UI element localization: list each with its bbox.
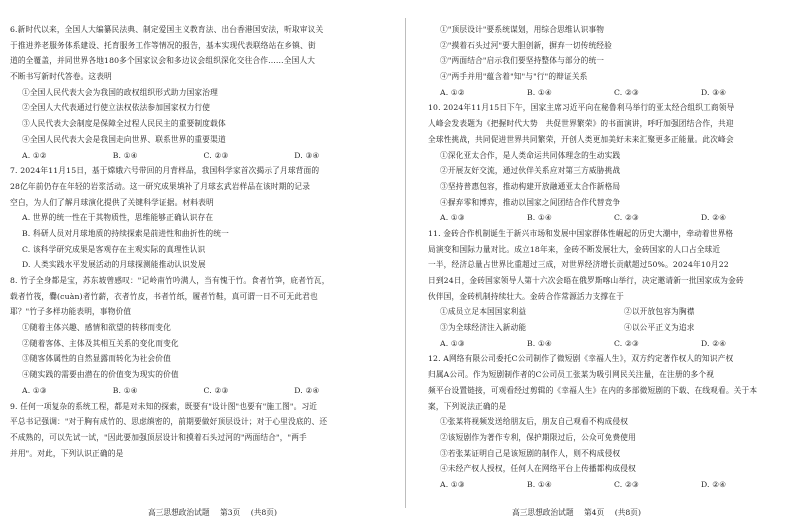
option-item: ③随客体属性的自然显露而转化为社会价值 (22, 354, 171, 364)
question-stem-line: 9. 任何一项复杂的系统工程，都是对未知的探索，既要有"设计图"也要有"施工图"。习近 (10, 401, 318, 411)
option-item: ③坚持普惠包容，推动构建开放融通亚太合作新格局 (440, 181, 621, 191)
answer-choice: B. ①④ (527, 338, 553, 348)
left-column (10, 22, 385, 502)
answer-choice: A. ①③ (440, 338, 465, 348)
answer-choice: D. ③④ (701, 87, 727, 97)
question-stem-line: 频平台设置链接，可观看经过剪辑的《幸福人生》在内的多部微短剧的下载、在线观看。关于本 (428, 385, 758, 395)
question-9-continued (428, 22, 788, 100)
answer-choice: C. ②③ (614, 479, 640, 489)
answer-choice: B. ①④ (527, 87, 553, 97)
option-pair (428, 304, 788, 320)
option-item: ④全国人民代表大会是我国走向世界、联系世界的重要渠道 (22, 134, 226, 144)
option-item: ③若张某证明自己是该短剧的制作人，则不构成侵权 (440, 448, 621, 458)
question-stem-line: 日到24日，金砖国家领导人第十六次会晤在俄罗斯喀山举行，决定邀请新一批国家成为金砖 (428, 276, 744, 285)
question-stem-line: 案，下列说法正确的是 (428, 401, 507, 411)
question-10 (428, 100, 788, 226)
question-stem-line: 10. 2024年11月15日下午，国家主席习近平向在秘鲁利马举行的亚太经合组织工商领导 (428, 103, 735, 113)
option-item: ④摒弃零和博弈，推动以国家之间团结合作代替竞争 (440, 197, 621, 207)
question-stem-line: 空白，为人们了解月球演化提供了关键科学证据。材料表明 (10, 197, 214, 207)
option-item: ④"两手并用"蕴含着"知"与"行"的辩证关系 (440, 72, 588, 82)
footer-page-number: 第3页 (219, 508, 241, 517)
question-12 (428, 351, 788, 492)
option-item: ④随实践的需要由潜在的价值变为现实的价值 (22, 370, 179, 380)
question-stem-line: 不断书写新时代答卷。这表明 (10, 72, 112, 82)
option-item: ①成员立足本国国家利益 (440, 307, 527, 317)
footer-page-number: 第4页 (583, 508, 605, 517)
option-item: ②"摸着石头过河"要大胆创新，摒弃一切传统经验 (440, 40, 612, 50)
option-item: ③人民代表大会制度是保障全过程人民民主的重要制度载体 (22, 119, 226, 129)
option-item: ③"两面结合"启示我们要坚持整体与部分的统一 (440, 56, 605, 66)
question-stem-line: 局演变和国际力量对比。成立18年来，金砖不断发展壮大，金砖国家的人口占全球近 (428, 244, 721, 254)
answer-choices (428, 336, 788, 352)
answer-choice: D. ②④ (701, 338, 727, 348)
question-stem-line: 载者竹筏，爨(cuàn)者竹薪，衣者竹皮，书者竹纸，履者竹鞋，真可谓一日不可无此君也 (10, 291, 318, 301)
answer-choice: C. ②③ (614, 338, 640, 348)
option-item: ②以开放包容为胸襟 (624, 307, 695, 317)
question-stem-line: 11. 金砖合作机制诞生于新兴市场和发展中国家群体性崛起的历史大潮中，牵动着世界格 (428, 228, 734, 238)
answer-choices (428, 210, 788, 226)
answer-choice: B. ①④ (112, 385, 138, 395)
answer-choice: B. ①④ (527, 213, 553, 223)
answer-choice: C. ②③ (614, 213, 640, 223)
option-item: ①张某将视频发送给朋友后，朋友自己观看不构成侵权 (440, 417, 629, 427)
answer-choice: C. ②③ (203, 385, 229, 395)
option-item: B. 科研人员对月球地质的持续探索是前进性和曲折性的统一 (22, 228, 229, 238)
footer-subject: 高三思想政治试题 (148, 508, 210, 517)
answer-choice: B. ①④ (112, 150, 138, 160)
column-divider (405, 18, 406, 508)
answer-choice: C. ②③ (614, 87, 640, 97)
question-stem-line: 平总书记强调："对于胸有成竹的、思虑缜密的，前期要做好顶层设计；对于心里没底的、还 (10, 417, 328, 427)
question-stem-line: 全球性挑战，共同促进世界共同繁荣，开创人类更加美好未来汇聚更多正能量。此次峰会 (428, 134, 734, 144)
option-item: ①深化亚太合作，是人类命运共同体理念的生动实践 (440, 150, 621, 160)
question-stem-line: 28亿年前仍存在年轻的岩浆活动。这一研究成果填补了月球玄武岩样品在该时期的记录 (10, 181, 311, 191)
question-stem-line: 8. 竹子全身都是宝，苏东坡曾感叹："记岭南竹吟满人，当有愧于竹。食者竹笋，庇者竹瓦， (10, 276, 330, 285)
question-stem-line: 伙伴国，金砖机制持续壮大。金砖合作常源活力支撑在于 (428, 291, 624, 301)
question-7 (10, 163, 385, 273)
option-item: ①随着主体兴趣、感情和欲望的转移而变化 (22, 323, 171, 333)
option-item: C. 该科学研究成果是客观存在主观实际的真理性认识 (22, 244, 206, 254)
question-stem-line: 人峰会发表题为《把握时代大势 共促世界繁荣》的书面演讲，呼吁加强团结合作，共迎 (428, 119, 734, 129)
answer-choice: A. ①③ (440, 479, 465, 489)
question-stem-line: 不成熟的，可以先试一试，"因此要加强顶层设计和摸着石头过河的"两面结合"，"两手 (10, 432, 307, 442)
question-stem-line: 于推进养老服务体系建设、托育服务工作等情况的报告，基本实现代表联络站在乡镇、街 (10, 40, 316, 50)
footer-page-total: (共8页) (614, 508, 641, 517)
answer-choice: D. ③④ (294, 150, 320, 160)
option-pair (428, 320, 788, 336)
question-stem-line: 归属A公司。作为短剧制作者的C公司员工张某为吸引网民关注量，在注册的多个视 (428, 370, 715, 380)
answer-choices (428, 85, 788, 101)
question-stem-line: 并用"。对此，下列认识正确的是 (10, 448, 124, 458)
question-stem-line: 道的全覆盖，并同世界各地180多个国家议会和多边议会组织深化交往合作……全国人大 (10, 56, 316, 66)
answer-choice: D. ②④ (294, 385, 320, 395)
question-6 (10, 22, 385, 163)
question-11 (428, 226, 788, 352)
question-9 (10, 399, 385, 462)
option-item: ①"顶层设计"要系统谋划，用综合思维认识事物 (440, 25, 605, 34)
question-stem-line: 12. A网络有限公司委托C公司制作了微短剧《幸福人生》，双方约定著作权人的知识产权 (428, 354, 734, 364)
option-item: ②全国人大代表通过行使立法权依法参加国家权力行使 (22, 103, 211, 113)
question-8 (10, 273, 385, 399)
option-item: A. 世界的统一性在于其物质性，思维能够正确认识存在 (22, 213, 214, 223)
answer-choice: D. ②④ (701, 213, 727, 223)
answer-choice: A. ①② (22, 150, 47, 160)
option-item: ②随着客体、主体及其相互关系的变化而变化 (22, 338, 179, 348)
answer-choice: C. ②③ (203, 150, 229, 160)
option-item: D. 人类实践水平发展活动的月球探测能推动认识发展 (22, 260, 206, 270)
question-stem-line: 耶？"竹子多样功能表明，事物价值 (10, 307, 132, 317)
question-stem-line: 6.新时代以来，全国人大编纂民法典、制定爱国主义教育法、出台香港国安法，听取审议关 (10, 25, 324, 34)
question-stem-line: 7. 2024年11月15日，基于嫦娥六号带回的月背样品，我国科学家首次揭示了月球背面的 (10, 166, 320, 176)
option-item: ②开展友好交流，通过伙伴关系应对第三方威胁挑战 (440, 166, 621, 176)
footer-subject: 高三思想政治试题 (512, 508, 574, 517)
answer-choice: A. ①② (440, 87, 465, 97)
question-stem-line: 一半，经济总量占世界比重超过三成，对世界经济增长贡献超过50%。2024年10月22 (428, 260, 729, 270)
answer-choices (10, 383, 385, 399)
page-footer-right (512, 507, 649, 518)
right-column (428, 22, 788, 502)
answer-choices (10, 148, 385, 164)
answer-choice: D. ②④ (701, 479, 727, 489)
option-item: ②该短剧作为著作专利，保护期限过后，公众可免费使用 (440, 432, 636, 442)
page-footer-left (148, 507, 285, 518)
answer-choice: A. ①③ (440, 213, 465, 223)
answer-choices (428, 477, 788, 493)
option-item: ①全国人民代表大会为我国的政权组织形式助力国家治理 (22, 87, 218, 97)
option-item: ④以公平正义为追求 (624, 323, 695, 333)
footer-page-total: (共8页) (250, 508, 277, 517)
answer-choice: A. ①③ (22, 385, 47, 395)
answer-choice: B. ①④ (527, 479, 553, 489)
option-item: ③为全球经济注入新动能 (440, 323, 527, 333)
option-item: ④未经产权人授权，任何人在网络平台上传播都构成侵权 (440, 464, 636, 474)
